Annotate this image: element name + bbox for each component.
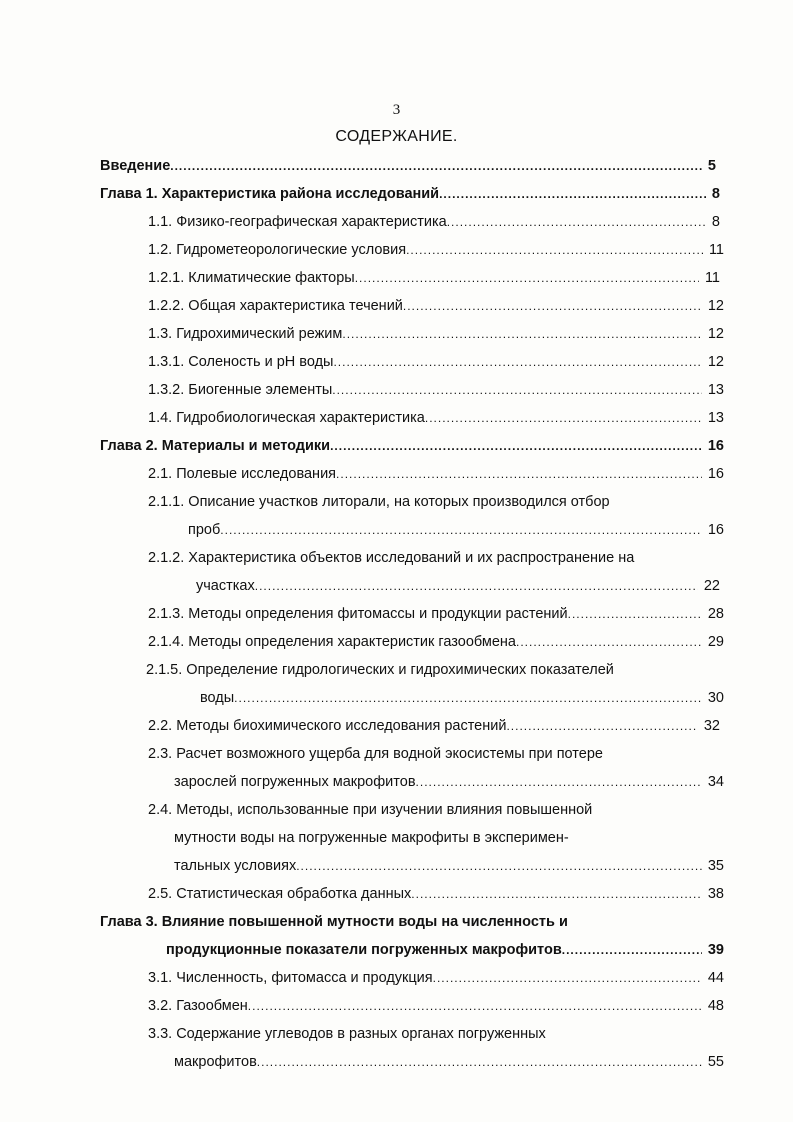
toc-page-number: 11	[708, 242, 724, 258]
leader-dots	[355, 271, 699, 285]
leader-dots	[336, 467, 702, 481]
toc-entry-chapter-3-line-1[interactable]	[100, 914, 724, 934]
toc-entry-text: 2.1.2. Характеристика объектов исследований и их распространение на	[148, 550, 635, 566]
toc-page-number: 16	[707, 466, 724, 482]
toc-page-number: 22	[703, 578, 720, 594]
toc-entry-text: 1.4. Гидробиологическая характеристика	[148, 410, 425, 426]
leader-dots	[433, 971, 702, 985]
toc-entry-2-4-line-1[interactable]	[148, 802, 724, 822]
toc-page-number: 16	[707, 438, 724, 454]
toc-entry-chapter-2[interactable]	[100, 438, 724, 458]
toc-page-number: 13	[707, 410, 724, 426]
leader-dots	[332, 383, 702, 397]
toc-entry-2-1-4[interactable]	[148, 634, 724, 654]
leader-dots	[248, 999, 702, 1013]
toc-entry-2-2[interactable]	[148, 718, 720, 738]
toc-entry-text: 2.1.5. Определение гидрологических и гидрохимических показателей	[146, 662, 614, 678]
toc-entry-2-4-line-2[interactable]	[174, 830, 724, 850]
toc-page-number: 32	[703, 718, 720, 734]
leader-dots	[170, 159, 702, 173]
toc-entry-text: тальных условиях	[174, 858, 297, 874]
toc-entry-text: участках	[196, 578, 255, 594]
toc-entry-2-1[interactable]	[148, 466, 724, 486]
toc-page-number: 28	[707, 606, 724, 622]
toc-entry-text: продукционные показатели погруженных макрофитов	[166, 942, 562, 958]
toc-entry-1-3-2[interactable]	[148, 382, 724, 402]
toc-entry-text: 1.3.2. Биогенные элементы	[148, 382, 333, 398]
toc-entry-1-2[interactable]	[148, 242, 724, 262]
leader-dots	[439, 187, 706, 201]
toc-entry-text: 2.1. Полевые исследования	[148, 466, 337, 482]
toc-entry-2-1-2-line-1[interactable]	[148, 550, 724, 570]
toc-entry-3-1[interactable]	[148, 970, 724, 990]
toc-entry-text: 1.2.2. Общая характеристика течений	[148, 298, 403, 314]
toc-entry-text: 1.2.1. Климатические факторы	[148, 270, 355, 286]
toc-page-number: 8	[711, 186, 720, 202]
toc-entry-text: 2.4. Методы, использованные при изучении влияния повышенной	[148, 802, 593, 818]
toc-entry-text: Глава 2. Материалы и методики	[100, 438, 331, 454]
leader-dots	[562, 943, 702, 957]
toc-entry-2-1-5-line-1[interactable]	[146, 662, 724, 682]
toc-entry-2-1-5-line-2[interactable]	[200, 690, 724, 710]
toc-entry-text: Глава 3. Влияние повышенной мутности воды на численность и	[100, 914, 568, 930]
leader-dots	[447, 215, 706, 229]
leader-dots	[416, 775, 702, 789]
toc-entry-2-5[interactable]	[148, 886, 724, 906]
toc-entry-text: Глава 1. Характеристика района исследований	[100, 186, 440, 202]
toc-entry-intro[interactable]	[100, 158, 716, 178]
toc-entry-3-2[interactable]	[148, 998, 724, 1018]
toc-entry-2-1-2-line-2[interactable]	[196, 578, 720, 598]
leader-dots	[257, 1055, 702, 1069]
toc-page-number: 13	[707, 382, 724, 398]
toc-entry-text: 1.2. Гидрометеорологические условия	[148, 242, 407, 258]
toc-entry-text: 2.1.3. Методы определения фитомассы и продукции растений	[148, 606, 568, 622]
toc-page-number: 8	[711, 214, 720, 230]
toc-entry-3-3-line-2[interactable]	[174, 1054, 724, 1074]
toc-entry-3-3-line-1[interactable]	[148, 1026, 724, 1046]
leader-dots	[506, 719, 697, 733]
toc-page-number: 34	[707, 774, 724, 790]
toc-page-number: 38	[707, 886, 724, 902]
leader-dots	[333, 355, 701, 369]
page-title: СОДЕРЖАНИЕ.	[335, 128, 458, 145]
toc-entry-2-1-1-line-2[interactable]	[188, 522, 724, 542]
toc-entry-2-3-line-2[interactable]	[174, 774, 724, 794]
toc-entry-1-3-1[interactable]	[148, 354, 724, 374]
toc-entry-2-3-line-1[interactable]	[148, 746, 724, 766]
toc-entry-1-1[interactable]	[148, 214, 720, 234]
toc-page-number: 30	[707, 690, 724, 706]
toc-page-number: 12	[707, 326, 724, 342]
toc-entry-2-1-1-line-1[interactable]	[148, 494, 724, 514]
toc-page-number: 29	[707, 634, 724, 650]
leader-dots	[342, 327, 701, 341]
leader-dots	[406, 243, 703, 257]
toc-page-number: 12	[707, 354, 724, 370]
toc-entry-text: 2.5. Статистическая обработка данных	[148, 886, 412, 902]
toc-entry-chapter-3-line-2[interactable]	[166, 942, 724, 962]
toc-entry-text: 3.2. Газообмен	[148, 998, 248, 1014]
toc-entry-1-2-1[interactable]	[148, 270, 720, 290]
toc-entry-1-2-2[interactable]	[148, 298, 724, 318]
toc-entry-text: Введение	[100, 158, 171, 174]
toc-entry-text: воды	[200, 690, 235, 706]
leader-dots	[220, 523, 702, 537]
toc-page-number: 11	[704, 270, 720, 286]
toc-entry-text: 1.3.1. Соленость и pH воды	[148, 354, 334, 370]
toc-page-number: 35	[707, 858, 724, 874]
toc-page-number: 5	[707, 158, 716, 174]
toc-entry-text: 1.3. Гидрохимический режим	[148, 326, 343, 342]
toc-page-number: 55	[707, 1054, 724, 1070]
toc-page-number: 12	[707, 298, 724, 314]
toc-page-number: 16	[707, 522, 724, 538]
toc-entry-text: 3.1. Численность, фитомасса и продукция	[148, 970, 433, 986]
toc-entry-2-4-line-3[interactable]	[174, 858, 724, 878]
toc-page-number: 39	[707, 942, 724, 958]
leader-dots	[255, 579, 698, 593]
leader-dots	[425, 411, 702, 425]
toc-entry-text: зарослей погруженных макрофитов	[174, 774, 416, 790]
leader-dots	[516, 635, 702, 649]
toc-entry-text: проб	[188, 522, 221, 538]
leader-dots	[330, 439, 702, 453]
toc-page-number: 48	[707, 998, 724, 1014]
toc-entry-text: 1.1. Физико-географическая характеристика	[148, 214, 447, 230]
page-number: 3	[392, 102, 401, 118]
toc-entry-1-4[interactable]	[148, 410, 724, 430]
toc-entry-chapter-1[interactable]	[100, 186, 720, 206]
toc-entry-text: мутности воды на погруженные макрофиты в эксперимен-	[174, 830, 569, 846]
toc-entry-2-1-3[interactable]	[148, 606, 724, 626]
toc-entry-text: 2.2. Методы биохимического исследования растений	[148, 718, 507, 734]
leader-dots	[403, 299, 702, 313]
leader-dots	[568, 607, 702, 621]
leader-dots	[234, 691, 702, 705]
toc-entry-text: 2.3. Расчет возможного ущерба для водной экосистемы при потере	[148, 746, 603, 762]
leader-dots	[411, 887, 702, 901]
toc-entry-text: 2.1.1. Описание участков литорали, на которых производился отбор	[148, 494, 610, 510]
toc-entry-text: 3.3. Содержание углеводов в разных органах погруженных	[148, 1026, 546, 1042]
toc-entry-1-3[interactable]	[148, 326, 724, 346]
toc-page-number: 44	[707, 970, 724, 986]
toc-entry-text: 2.1.4. Методы определения характеристик газообмена	[148, 634, 516, 650]
toc-entry-text: макрофитов	[174, 1054, 257, 1070]
leader-dots	[296, 859, 702, 873]
